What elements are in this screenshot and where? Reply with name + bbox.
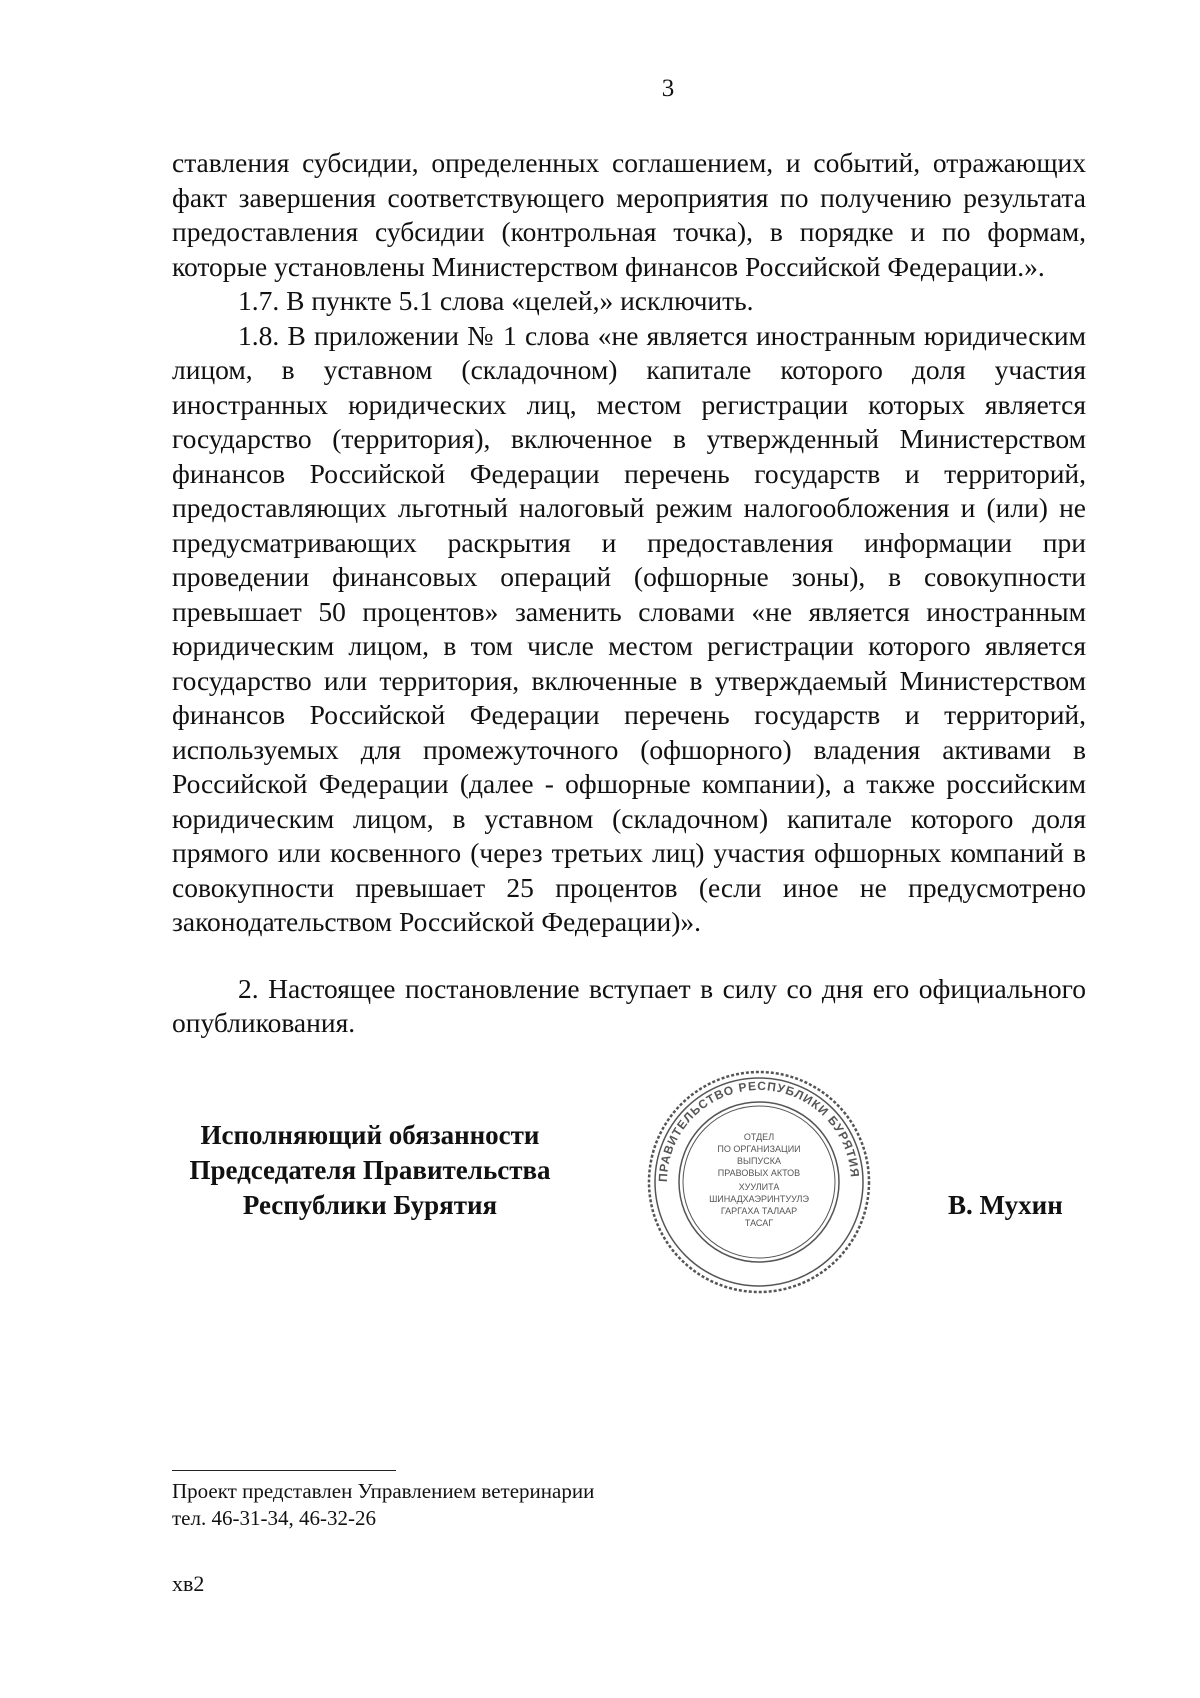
footnote-line: тел. 46-31-34, 46-32-26 bbox=[172, 1506, 376, 1530]
signatory-title bbox=[160, 1118, 580, 1223]
paragraph-continuation: ставления субсидии, определенных соглашением, и событий, отражающих факт завершения соответствующего мероприятия по получению результата предоставления субсидии (контрольная точка), в порядке и по формам, которые установлены Министерством финансов Российской Федерации.». bbox=[172, 147, 1086, 282]
svg-text:ПРАВОВЫХ АКТОВ: ПРАВОВЫХ АКТОВ bbox=[717, 1168, 801, 1178]
signatory-title-line: Председателя Правительства bbox=[189, 1155, 551, 1185]
official-seal-stamp bbox=[645, 1068, 873, 1296]
footnote-divider bbox=[172, 1470, 396, 1471]
svg-text:ПО ОРГАНИЗАЦИИ: ПО ОРГАНИЗАЦИИ bbox=[717, 1144, 801, 1154]
paragraph-2: 2. Настоящее постановление вступает в силу со дня его официального опубликования. bbox=[172, 972, 1086, 1038]
footnote bbox=[172, 1478, 594, 1532]
svg-text:ВЫПУСКА: ВЫПУСКА bbox=[737, 1156, 781, 1166]
signatory-title-line: Республики Бурятия bbox=[242, 1190, 498, 1220]
seal-outer-text: ПРАВИТЕЛЬСТВО РЕСПУБЛИКИ БУРЯТИЯ bbox=[655, 1078, 862, 1183]
signatory-title-line: Исполняющий обязанности bbox=[200, 1120, 540, 1150]
svg-text:ПРАВИТЕЛЬСТВО РЕСПУБЛИКИ БУРЯТ bbox=[656, 1079, 862, 1182]
svg-text:ГАРГАХА ТАЛААР: ГАРГАХА ТАЛААР bbox=[720, 1206, 798, 1216]
paragraph-1-7: 1.7. В пункте 5.1 слова «целей,» исключить. bbox=[238, 285, 754, 316]
document-body bbox=[172, 146, 1086, 1041]
svg-text:ОТДЕЛ: ОТДЕЛ bbox=[743, 1132, 775, 1142]
paragraph-1-8: 1.8. В приложении № 1 слова «не является иностранным юридическим лицом, в уставном (складочном) капитале которого доля участия иностранных юридических лиц, местом регистрации которых является государство (территория), включенное в утвержденный Министерством финансов Российской Федерации перечень государств и территорий, предоставляющих льготный налоговый режим налогообложения и (или) не предусматривающих раскрытия и предоставления информации при проведении финансовых операций (офшорные зоны), в совокупности превышает 50 процентов» заменить словами «не является иностранным юридическим лицом, в том числе местом регистрации которого является государство или территория, включенные в утверждаемый Министерством финансов Российской Федерации перечень государств и территорий, используемых для промежуточного (офшорного) владения активами в Российской Федерации (далее - офшорные компании), а также российским юридическим лицом, в уставном (складочном) капитале которого доля прямого или косвенного (через третьих лиц) участия офшорных компаний в совокупности превышает 25 процентов (если иное не предусмотрено законодательством Российской Федерации)». bbox=[172, 319, 1086, 937]
author-code: хв2 bbox=[172, 1571, 205, 1596]
footnote-line: Проект представлен Управлением ветеринарии bbox=[172, 1479, 595, 1503]
signatory-name: В. Мухин bbox=[948, 1190, 1063, 1220]
page-number: 3 bbox=[661, 75, 675, 102]
svg-text:ШИНАДХАЭРИНТУУЛЭ: ШИНАДХАЭРИНТУУЛЭ bbox=[709, 1194, 809, 1204]
svg-text:ХУУЛИТА: ХУУЛИТА bbox=[738, 1182, 780, 1192]
svg-text:ТАСАГ: ТАСАГ bbox=[744, 1218, 774, 1228]
